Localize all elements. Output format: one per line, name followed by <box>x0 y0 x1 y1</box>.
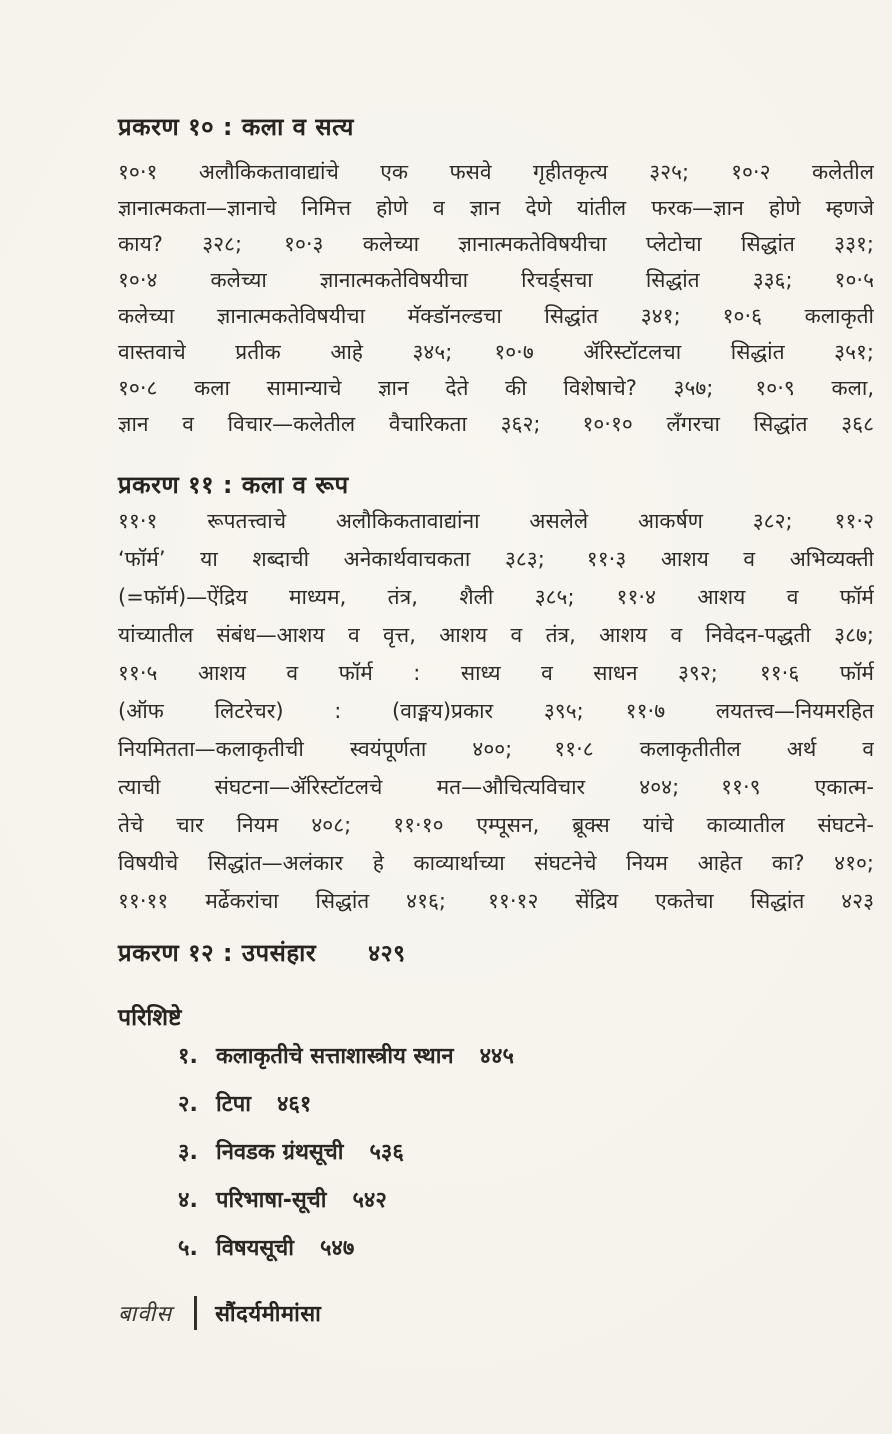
appendix-item <box>178 1232 778 1280</box>
appendix-item-label: टिपा <box>216 1092 251 1117</box>
appendix-item-page: ४४५ <box>479 1044 514 1069</box>
appendix-item-label: परिभाषा-सूची <box>216 1188 327 1213</box>
appendices-title: परिशिष्टे <box>118 1005 182 1031</box>
toc-line: ज्ञानात्मकता—ज्ञानाचे निमित्त होणे व ज्ञान देणे यांतील फरक—ज्ञान होणे म्हणजे <box>118 196 874 220</box>
chapter-11-contents <box>118 502 874 920</box>
footer-page-number-word: बावीस <box>118 1302 173 1327</box>
toc-line: यांच्यातील संबंध—आशय व वृत्त, आशय व तंत्र, आशय व निवेदन-पद्धती ३८७; <box>118 623 874 647</box>
toc-line: नियमितता—कलाकृतीची स्वयंपूर्णता ४००; ११·८ कलाकृतीतील अर्थ व <box>118 737 874 761</box>
toc-line: १०·८ कला सामान्याचे ज्ञान देते की विशेषाचे? ३५७; १०·९ कला, <box>118 376 874 400</box>
appendix-item-number: २. <box>178 1092 198 1117</box>
toc-line: कलेच्या ज्ञानात्मकतेविषयीचा मॅक्डॉनल्डचा सिद्धांत ३४१; १०·६ कलाकृती <box>118 304 874 328</box>
chapter-12-heading-row <box>118 936 874 969</box>
chapter-10-contents <box>118 154 874 442</box>
appendix-item-label: कलाकृतीचे सत्ताशास्त्रीय स्थान <box>216 1044 454 1069</box>
toc-line: वास्तवाचे प्रतीक आहे ३४५; १०·७ ॲरिस्टॉटलचा सिद्धांत ३५१; <box>118 340 874 364</box>
toc-line: ११·५ आशय व फॉर्म : साध्य व साधन ३९२; ११·६ फॉर्म <box>118 661 874 685</box>
toc-line: (ऑफ लिटरेचर) : (वाङ्मय)प्रकार ३९५; ११·७ लयतत्त्व—नियमरहित <box>118 699 874 723</box>
appendix-item <box>178 1184 778 1232</box>
toc-line: १०·१ अलौकिकतावाद्यांचे एक फसवे गृहीतकृत्य ३२५; १०·२ कलेतील <box>118 160 874 184</box>
appendix-item-page: ५४७ <box>319 1236 355 1261</box>
appendix-list <box>178 1040 778 1280</box>
footer-book-title: सौंदर्यमीमांसा <box>215 1302 322 1327</box>
appendix-item <box>178 1040 778 1088</box>
footer-divider-bar <box>194 1296 197 1330</box>
appendix-item-number: ३. <box>178 1140 198 1165</box>
appendix-item-label: निवडक ग्रंथसूची <box>216 1140 344 1165</box>
appendix-item-number: ५. <box>178 1236 198 1261</box>
appendix-item <box>178 1088 778 1136</box>
appendix-item-number: १. <box>178 1044 198 1069</box>
appendix-item-page: ४६१ <box>276 1092 312 1117</box>
appendix-item-label: विषयसूची <box>216 1236 294 1261</box>
chapter-12-page-number: ४२९ <box>368 941 406 967</box>
toc-line: ‘फॉर्म’ या शब्दाची अनेकार्थवाचकता ३८३; ११·३ आशय व अभिव्यक्ती <box>118 547 874 571</box>
toc-line: तेचे चार नियम ४०८; ११·१० एम्पूसन, ब्रूक्स यांचे काव्यातील संघटने- <box>118 813 874 837</box>
toc-line: त्याची संघटना—ॲरिस्टॉटलचे मत—औचित्यविचार ४०४; ११·९ एकात्म- <box>118 775 874 799</box>
toc-line: काय? ३२८; १०·३ कलेच्या ज्ञानात्मकतेविषयीचा प्लेटोचा सिद्धांत ३३१; <box>118 232 874 256</box>
toc-line: १०·४ कलेच्या ज्ञानात्मकतेविषयीचा रिचर्ड्सचा सिद्धांत ३३६; १०·५ <box>118 268 874 292</box>
appendix-item-page: ५४२ <box>352 1188 387 1213</box>
toc-line: (=फॉर्म)—ऐंद्रिय माध्यम, तंत्र, शैली ३८५; ११·४ आशय व फॉर्म <box>118 585 874 609</box>
toc-line: विषयीचे सिद्धांत—अलंकार हे काव्यार्थाच्या संघटनेचे नियम आहेत का? ४१०; <box>118 851 874 875</box>
chapter-11-heading: प्रकरण ११ : कला व रूप <box>118 471 349 499</box>
toc-line: ज्ञान व विचार—कलेतील वैचारिकता ३६२; १०·१० लँगरचा सिद्धांत ३६८ <box>118 412 874 436</box>
page-footer <box>118 1296 874 1330</box>
appendix-item-number: ४. <box>178 1188 198 1213</box>
toc-line: ११·१ रूपतत्त्वाचे अलौकिकतावाद्यांना असलेले आकर्षण ३८२; ११·२ <box>118 509 874 533</box>
appendix-item <box>178 1136 778 1184</box>
appendix-item-page: ५३६ <box>369 1140 404 1165</box>
chapter-10-heading: प्रकरण १० : कला व सत्य <box>118 113 354 141</box>
toc-line: ११·११ मर्ढेकरांचा सिद्धांत ४१६; ११·१२ सेंद्रिय एकतेचा सिद्धांत ४२३ <box>118 889 874 913</box>
chapter-12-heading: प्रकरण १२ : उपसंहार <box>118 939 317 967</box>
